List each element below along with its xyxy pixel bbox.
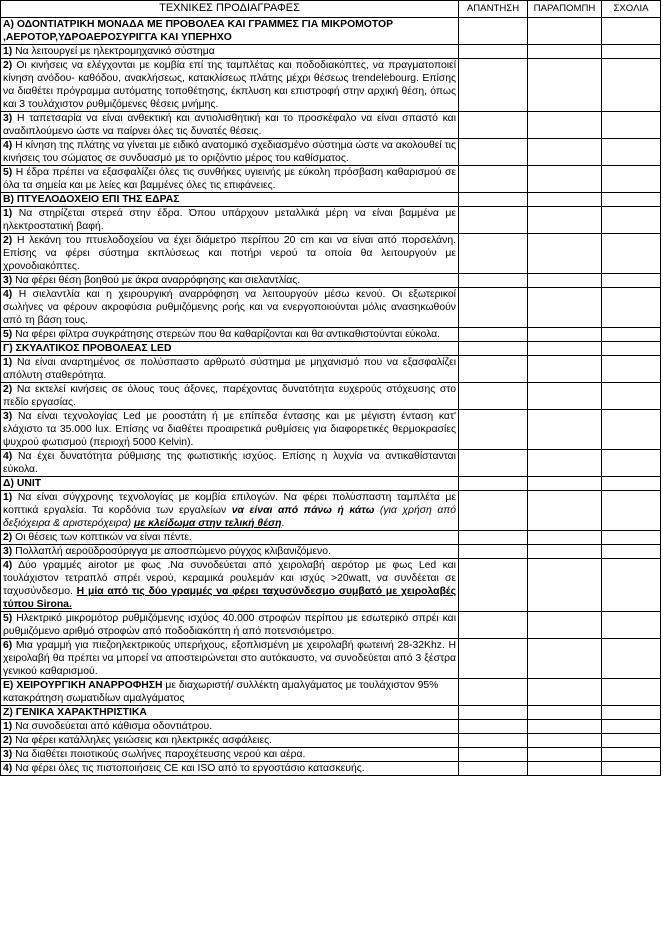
spec-text-cell [1,59,459,112]
answer-cell[interactable] [459,531,528,545]
spec-row [1,612,661,639]
section-title: Α) ΟΔΟΝΤΙΑΤΡΙΚΗ ΜΟΝΑΔΑ ΜΕ ΠΡΟΒΟΛΕΑ ΚΑΙ ΓΡΑΜΜΕΣ ΓΙΑ ΜΙΚΡΟΜΟΤΟΡ ,ΑΕΡΟΤΟΡ,ΥΔΡΟΑΕΡΟΣΥΡΙΓΓΑ ΚΑΙ ΥΠΕΡΗΧΟ [3,19,394,43]
answer-cell[interactable] [459,734,528,748]
item-text: Να φέρει θέση βοηθού με άκρα αναρρόφησης και σιελαντλίας. [15,275,301,286]
reference-cell[interactable] [528,679,602,706]
item-text: Να είναι τεχνολογίας Led με ροοστάτη ή με επίπεδα έντασης και με μέγιστη ένταση κατ' ελάχιστο τα 35.000 lux. Επίσης να διαθέτει προαιρετικά ρυθμίσεις για διαφορετικές θερμοκρασίες ψυχρού φωτισμού (περιοχή 5000 Kelvin). [3,411,457,448]
reference-cell[interactable] [528,356,602,383]
section-header-row [1,342,661,356]
header-answer: ΑΠΑΝΤΗΣΗ [459,1,528,18]
answer-cell[interactable] [459,706,528,720]
answer-cell[interactable] [459,139,528,166]
spec-row [1,274,661,288]
item-number: 2) [3,60,13,71]
comments-cell[interactable] [602,410,661,450]
reference-cell[interactable] [528,410,602,450]
answer-cell[interactable] [459,720,528,734]
item-number: 1) [3,492,13,503]
item-number: 3) [3,275,13,286]
item-text-part: Δύο γραμμές airotor με φως .Να συνοδεύεται από χειρολαβή αερότορ με φως Led και τουλάχιστον τετραπλό σπρέι νερού, κεραμικά ρουλεμάν και ισχύς >20watt, να συνδέεται σε ταχυσύνδεσμο. [3,560,456,597]
answer-cell[interactable] [459,193,528,207]
answer-cell[interactable] [459,559,528,612]
answer-cell[interactable] [459,410,528,450]
comments-cell[interactable] [602,45,661,59]
item-text: Να συνοδεύεται από κάθισμα οδοντιάτρου. [15,721,213,732]
reference-cell[interactable] [528,112,602,139]
reference-cell[interactable] [528,477,602,491]
answer-cell[interactable] [459,477,528,491]
spec-row [1,166,661,193]
reference-cell[interactable] [528,612,602,639]
item-number: 3) [3,749,13,760]
spec-row [1,410,661,450]
comments-cell[interactable] [602,112,661,139]
spec-table-body [1,18,661,776]
answer-cell[interactable] [459,288,528,328]
item-number: 4) [3,560,13,571]
comments-cell[interactable] [602,207,661,234]
spec-text-cell [1,762,459,776]
spec-text-cell [1,450,459,477]
answer-cell[interactable] [459,112,528,139]
comments-cell[interactable] [602,706,661,720]
item-text: Να είναι αναρτημένος σε πολύσπαστο αρθρωτό σύστημα με μηχανισμό που να εξασφαλίζει απόλυτη σταθερότητα. [3,357,457,381]
comments-cell[interactable] [602,450,661,477]
spec-row [1,762,661,776]
spec-row [1,139,661,166]
spec-text-cell [1,112,459,139]
spec-text-cell [1,720,459,734]
item-number: 2) [3,235,13,246]
item-text: Να φέρει φίλτρα συγκράτησης στερεών που θα καθαρίζονται και θα αντικαθιστούνται εύκολα. [15,329,441,340]
spec-row [1,207,661,234]
reference-cell[interactable] [528,748,602,762]
spec-text-cell [1,207,459,234]
spec-row [1,639,661,679]
item-number: 1) [3,46,13,57]
spec-row [1,748,661,762]
item-number: 5) [3,167,13,178]
spec-row [1,356,661,383]
reference-cell[interactable] [528,383,602,410]
comments-cell[interactable] [602,559,661,612]
answer-cell[interactable] [459,639,528,679]
reference-cell[interactable] [528,706,602,720]
item-text: Η έδρα πρέπει να εξασφαλίζει όλες τις συνθήκες υγιεινής με εύκολη πρόσβαση καθαρισμού σε όλα τα σημεία και με λείες και βαμμένες όλες τις επιφάνειες. [3,167,456,191]
answer-cell[interactable] [459,450,528,477]
comments-cell[interactable] [602,545,661,559]
comments-cell[interactable] [602,59,661,112]
item-text: Να στηρίζεται στερεά στην έδρα. Όπου υπάρχουν μεταλλικά μέρη να είναι βαμμένα με ηλεκτροστατική βαφή. [3,208,457,232]
answer-cell[interactable] [459,59,528,112]
section-header-row [1,706,661,720]
section-title-cell [1,193,459,207]
answer-cell[interactable] [459,342,528,356]
reference-cell[interactable] [528,559,602,612]
comments-cell[interactable] [602,274,661,288]
answer-cell[interactable] [459,491,528,531]
answer-cell[interactable] [459,274,528,288]
answer-cell[interactable] [459,18,528,45]
spec-row [1,734,661,748]
reference-cell[interactable] [528,720,602,734]
item-number: 5) [3,613,13,624]
comments-cell[interactable] [602,748,661,762]
item-text-part: Η μία από τις δύο γραμμές να φέρει ταχυσύνδεσμο συμβατό με χειρολαβές τύπου Sirona. [3,586,457,610]
header-specs: ΤΕΧΝΙΚΕΣ ΠΡΟΔΙΑΓΡΑΦΕΣ [1,1,459,18]
comments-cell[interactable] [602,679,661,706]
spec-text-cell [1,545,459,559]
comments-cell[interactable] [602,234,661,274]
spec-row [1,288,661,328]
answer-cell[interactable] [459,207,528,234]
section-title-suffix: με διαχωριστή/ συλλέκτη αμαλγάματος με τουλάχιστον 95% κατακράτηση σωματιδίων αμαλγάματος [3,680,439,704]
spec-text-cell [1,612,459,639]
item-number: 4) [3,289,13,300]
spec-text-cell [1,288,459,328]
item-number: 1) [3,208,13,219]
item-text: Να φέρει κατάλληλες γειώσεις και ηλεκτρικές ασφάλειες. [15,735,273,746]
spec-row [1,45,661,59]
section-title-cell [1,477,459,491]
spec-row [1,545,661,559]
answer-cell[interactable] [459,234,528,274]
reference-cell[interactable] [528,531,602,545]
answer-cell[interactable] [459,612,528,639]
spec-text-cell [1,274,459,288]
comments-cell[interactable] [602,342,661,356]
item-text: Να λειτουργεί με ηλεκτρομηχανικό σύστημα [15,46,215,57]
spec-text-cell [1,45,459,59]
header-reference: ΠΑΡΑΠΟΜΠΗ [528,1,602,18]
spec-row [1,112,661,139]
item-text: Ηλεκτρικό μικρομότορ ρυθμιζόμενης ισχύος 40.000 στροφών περίπου με εσωτερικό σπρέι και ρυθμιζόμενο αριθμό στροφών από ποδοδιακόπτη ή από ποτενσιόμετρο. [3,613,457,637]
section-title-cell [1,679,459,706]
header-comments: ΣΧΟΛΙΑ [602,1,661,18]
reference-cell[interactable] [528,328,602,342]
header-row [1,1,661,18]
item-text: Η σιελαντλία και η χειρουργική αναρρόφηση να λειτουργούν μέσω κενού. Οι εξωτερικοί σωλήνες να φέρουν ακροφύσια ρυθμιζόμενης ροής και να ενεργοποιούνται μόλις ανασηκωθούν από τη βάση τους. [3,289,456,326]
reference-cell[interactable] [528,45,602,59]
comments-cell[interactable] [602,383,661,410]
reference-cell[interactable] [528,762,602,776]
section-header-row [1,679,661,706]
answer-cell[interactable] [459,45,528,59]
item-text-part: με κλείδωμα στην τελική θέση [134,518,282,529]
item-text-part: . [281,518,285,529]
comments-cell[interactable] [602,477,661,491]
section-header-row [1,18,661,45]
item-text: Μια γραμμή για πιεζοηλεκτρικούς υπερήχους, εξοπλισμένη με χειρολαβή φωτεινή 28-32Khz. Η χειρολαβή θα πρέπει να μπορεί να αποστειρώνεται στο αυτόκαυστο, να συνοδεύεται από 3 ξέστρα γενικού καθαρισμού. [3,640,456,677]
spec-row [1,559,661,612]
reference-cell[interactable] [528,166,602,193]
spec-text-cell [1,166,459,193]
reference-cell[interactable] [528,234,602,274]
comments-cell[interactable] [602,356,661,383]
spec-text-cell [1,639,459,679]
item-text-part: (για χρήση από δεξιόχειρα & αριστερόχειρα) [3,505,456,529]
item-number: 1) [3,721,13,732]
spec-row [1,720,661,734]
section-title: Ζ) ΓΕΝΙΚΑ ΧΑΡΑΚΤΗΡΙΣΤΙΚΑ [3,707,147,718]
answer-cell[interactable] [459,356,528,383]
answer-cell[interactable] [459,328,528,342]
spec-text-cell [1,410,459,450]
item-number: 6) [3,640,13,651]
answer-cell[interactable] [459,748,528,762]
reference-cell[interactable] [528,450,602,477]
comments-cell[interactable] [602,720,661,734]
item-text: Να φέρει όλες τις πιστοποιήσεις CE και ISO από το εργοστάσιο κατασκευής. [15,763,365,774]
reference-cell[interactable] [528,193,602,207]
answer-cell[interactable] [459,166,528,193]
spec-row [1,383,661,410]
comments-cell[interactable] [602,612,661,639]
spec-row [1,59,661,112]
item-text: Να διαθέτει ποιοτικούς σωλήνες παροχέτευσης νερού και αέρα. [15,749,306,760]
item-number: 3) [3,546,13,557]
item-number: 1) [3,357,13,368]
answer-cell[interactable] [459,383,528,410]
comments-cell[interactable] [602,288,661,328]
spec-row [1,234,661,274]
section-title-cell [1,18,459,45]
item-text: Η λεκάνη του πτυελοδοχείου να έχει διάμετρο περίπου 20 cm και να είναι από πορσελάνη. Επίσης να φέρει σύστημα εκπλύσεως και ποτήρι νερού τα οποία θα λειτουργούν με χρονοδιακόπτες. [3,235,457,272]
spec-text-cell [1,328,459,342]
section-title: Γ) ΣΚΥΑΛΤΙΚΟΣ ΠΡΟΒΟΛΕΑΣ LED [3,343,172,354]
spec-text-cell [1,383,459,410]
section-title: Ε) ΧΕΙΡΟΥΡΓΙΚΗ ΑΝΑΡΡΟΦΗΣΗ [3,680,163,691]
reference-cell[interactable] [528,59,602,112]
answer-cell[interactable] [459,545,528,559]
section-header-row [1,193,661,207]
comments-cell[interactable] [602,328,661,342]
item-text: Οι κινήσεις να ελέγχονται με κομβία επί της ταμπλέτας και ποδοδιακόπτες, να πραγματοποιεί κίνηση ανόδου- καθόδου, ανακλήσεως, κατακλίσεως πλάτης μέχρι θέσεως trendelebourg. Επίσης να διαθέτει πρόγραμμα αυτόματης τοποθέτησης, έκπλυση και επιστροφή στην αρχική θέση, όπως και 3 τουλάχιστον ρυθμιζόμενες θέσεις μνήμης. [3,60,457,110]
item-number: 4) [3,451,13,462]
item-number: 2) [3,735,13,746]
spec-text-cell [1,234,459,274]
spec-row [1,450,661,477]
spec-text-cell [1,356,459,383]
item-number: 2) [3,384,13,395]
comments-cell[interactable] [602,762,661,776]
comments-cell[interactable] [602,18,661,45]
comments-cell[interactable] [602,734,661,748]
reference-cell[interactable] [528,734,602,748]
reference-cell[interactable] [528,274,602,288]
item-text: Πολλαπλή αεροϋδροσύριγγα με αποσπώμενο ρύγχος κλιβανιζόμενο. [15,546,331,557]
item-text-part: να είναι από πάνω ή κάτω [231,505,375,516]
item-text: Να έχει δυνατότητα ρύθμισης της φωτιστικής ισχύος. Επίσης η λυχνία να αντικαθίστανται εύκολα. [3,451,456,475]
item-number: 3) [3,411,13,422]
section-title-cell [1,706,459,720]
spec-text-cell [1,559,459,612]
item-number: 3) [3,113,13,124]
spec-text-cell [1,748,459,762]
item-text-part: Να είναι σύγχρονης τεχνολογίας με κομβία επιλογών. Να φέρει πολύσπαστη ταμπλέτα με κοπτικά εργαλεία. Τα κορδόνια των εργαλείων [3,492,457,516]
section-header-row [1,477,661,491]
spec-text-cell [1,491,459,531]
reference-cell[interactable] [528,18,602,45]
reference-cell[interactable] [528,639,602,679]
comments-cell[interactable] [602,166,661,193]
spec-row [1,491,661,531]
item-number: 4) [3,140,13,151]
answer-cell[interactable] [459,679,528,706]
reference-cell[interactable] [528,207,602,234]
reference-cell[interactable] [528,491,602,531]
section-title: Β) ΠΤΥΕΛΟΔΟΧΕΙΟ ΕΠΙ ΤΗΣ ΕΔΡΑΣ [3,194,180,205]
item-number: 5) [3,329,13,340]
item-text: Να εκτελεί κινήσεις σε όλους τους άξονες, παρέχοντας δυνατότητα ευχερούς στόχευσης στο πεδίο εργασίας. [3,384,456,408]
comments-cell[interactable] [602,139,661,166]
answer-cell[interactable] [459,762,528,776]
section-title-cell [1,342,459,356]
item-text: Οι θέσεις των κοπτικών να είναι πέντε. [15,532,192,543]
spec-text-cell [1,531,459,545]
spec-text-cell [1,139,459,166]
reference-cell[interactable] [528,545,602,559]
comments-cell[interactable] [602,193,661,207]
reference-cell[interactable] [528,139,602,166]
spec-text-cell [1,734,459,748]
item-number: 2) [3,532,13,543]
reference-cell[interactable] [528,288,602,328]
item-number: 4) [3,763,13,774]
reference-cell[interactable] [528,342,602,356]
item-text: Η ταπετσαρία να είναι ανθεκτική και αντιολισθητική και το προσκέφαλο να είναι σπαστό και αναδιπλούμενο ώστε να παίρνει όλες τις δυνατές θέσεις. [3,113,456,137]
spec-row [1,531,661,545]
comments-cell[interactable] [602,639,661,679]
comments-cell[interactable] [602,531,661,545]
section-title: Δ) UNIT [3,478,42,489]
item-text: Η κίνηση της πλάτης να γίνεται με ειδικό ανατομικό σχεδιασμένο σύστημα ώστε να ακολουθεί τις κινήσεις του σώματος σε συνδυασμό με το οριζόντιο μέρος του καθίσματος. [3,140,457,164]
spec-row [1,328,661,342]
comments-cell[interactable] [602,491,661,531]
